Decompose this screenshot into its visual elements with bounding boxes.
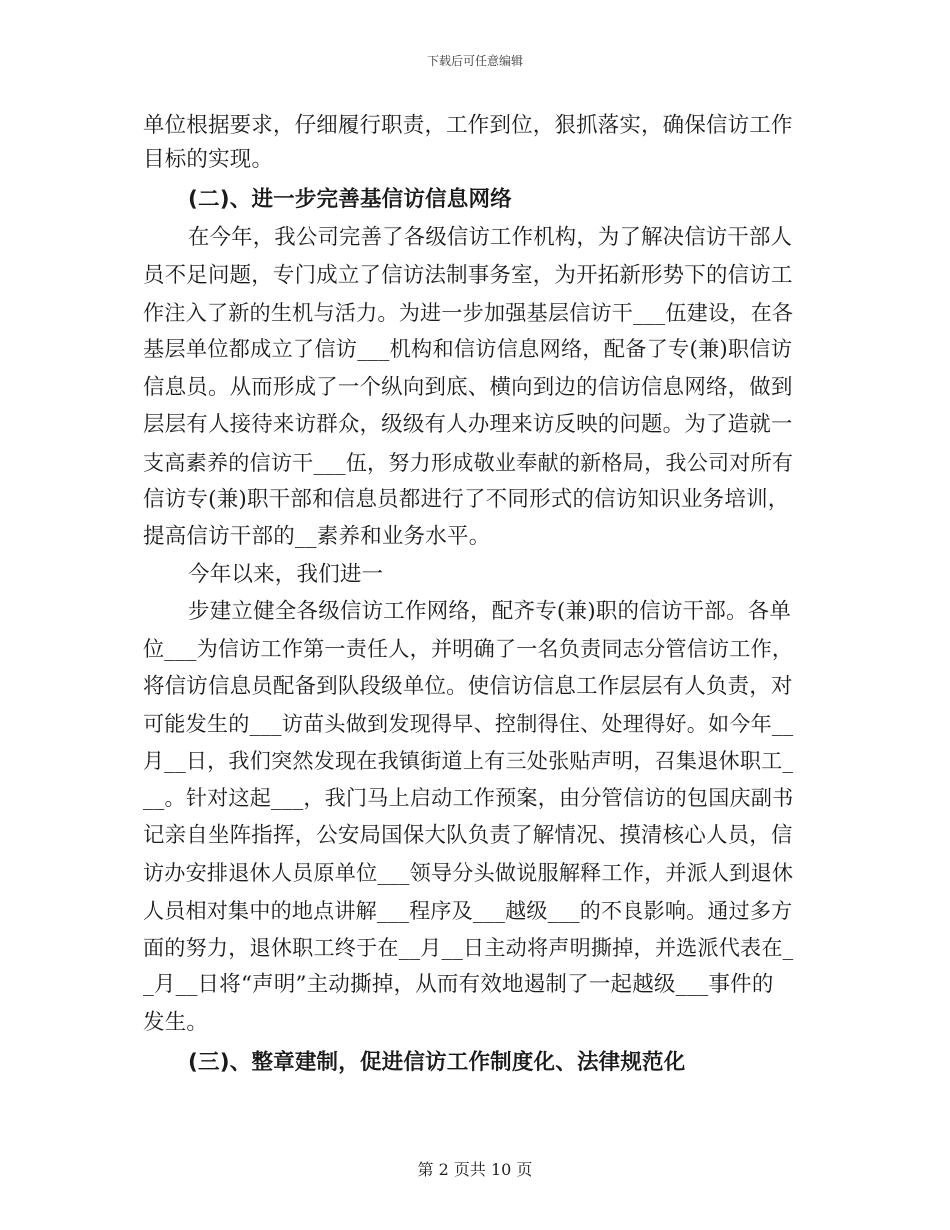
paragraph-line: _月__日将“声明”主动撕掉，从而有效地遏制了一起越级___事件的 <box>143 972 774 997</box>
paragraph-line: 支高素养的信访干___伍，努力形成敬业奉献的新格局，我公司对所有 <box>143 450 794 475</box>
paragraph-line: 目标的实现。 <box>143 147 274 172</box>
paragraph-line: 记亲自坐阵指挥，公安局国保大队负责了解情况、摸清核心人员，信 <box>143 823 793 848</box>
paragraph-line: 单位根据要求，仔细履行职责，工作到位，狠抓落实，确保信访工作 <box>143 113 793 138</box>
paragraph-line: 访办安排退休人员原单位___领导分头做说服解释工作，并派人到退休 <box>143 860 794 885</box>
paragraph-line: 发生。 <box>143 1010 209 1035</box>
paragraph-line: 基层单位都成立了信访___机构和信访信息网络，配备了专(兼)职信访 <box>143 337 793 362</box>
section-heading: (二)、进一步完善基信访信息网络 <box>188 187 512 212</box>
paragraph-line: 步建立健全各级信访工作网络，配齐专(兼)职的信访干部。各单 <box>188 599 792 624</box>
section-heading: (三)、整章建制，促进信访工作制度化、法律规范化 <box>188 1050 686 1075</box>
paragraph-line: 位___为信访工作第一责任人，并明确了一名负责同志分管信访工作， <box>143 636 794 661</box>
paragraph-line: 信息员。从而形成了一个纵向到底、横向到边的信访信息网络，做到 <box>143 375 793 400</box>
paragraph-line: 月__日，我们突然发现在我镇街道上有三处张贴声明，召集退休职工_ <box>143 748 794 773</box>
page-header: 下载后可任意编辑 <box>426 54 523 68</box>
paragraph-line: 作注入了新的生机与活力。为进一步加强基层信访干___伍建设，在各 <box>143 300 794 325</box>
paragraph-line: 在今年，我公司完善了各级信访工作机构，为了解决信访干部人 <box>188 225 793 250</box>
paragraph-line: 员不足问题，专门成立了信访法制事务室，为开拓新形势下的信访工 <box>143 263 793 288</box>
paragraph-line: __。针对这起___，我门马上启动工作预案，由分管信访的包国庆副书 <box>143 785 794 810</box>
paragraph-line: 人员相对集中的地点讲解___程序及___越级___的不良影响。通过多方 <box>143 898 793 923</box>
paragraph-line: 信访专(兼)职干部和信息员都进行了不同形式的信访知识业务培训， <box>143 487 790 512</box>
paragraph-line: 将信访信息员配备到队段级单位。使信访信息工作层层有人负责，对 <box>143 674 793 699</box>
paragraph-line: 今年以来，我们进一 <box>188 562 384 587</box>
paragraph-line: 提高信访干部的__素养和业务水平。 <box>143 524 491 549</box>
paragraph-line: 层层有人接待来访群众，级级有人办理来访反映的问题。为了造就一 <box>143 412 793 437</box>
page-footer: 第 2 页共 10 页 <box>417 1160 533 1179</box>
paragraph-line: 可能发生的___访苗头做到发现得早、控制得住、处理得好。如今年__ <box>143 711 794 736</box>
paragraph-line: 面的努力，退休职工终于在__月__日主动将声明撕掉，并选派代表在_ <box>143 935 794 960</box>
